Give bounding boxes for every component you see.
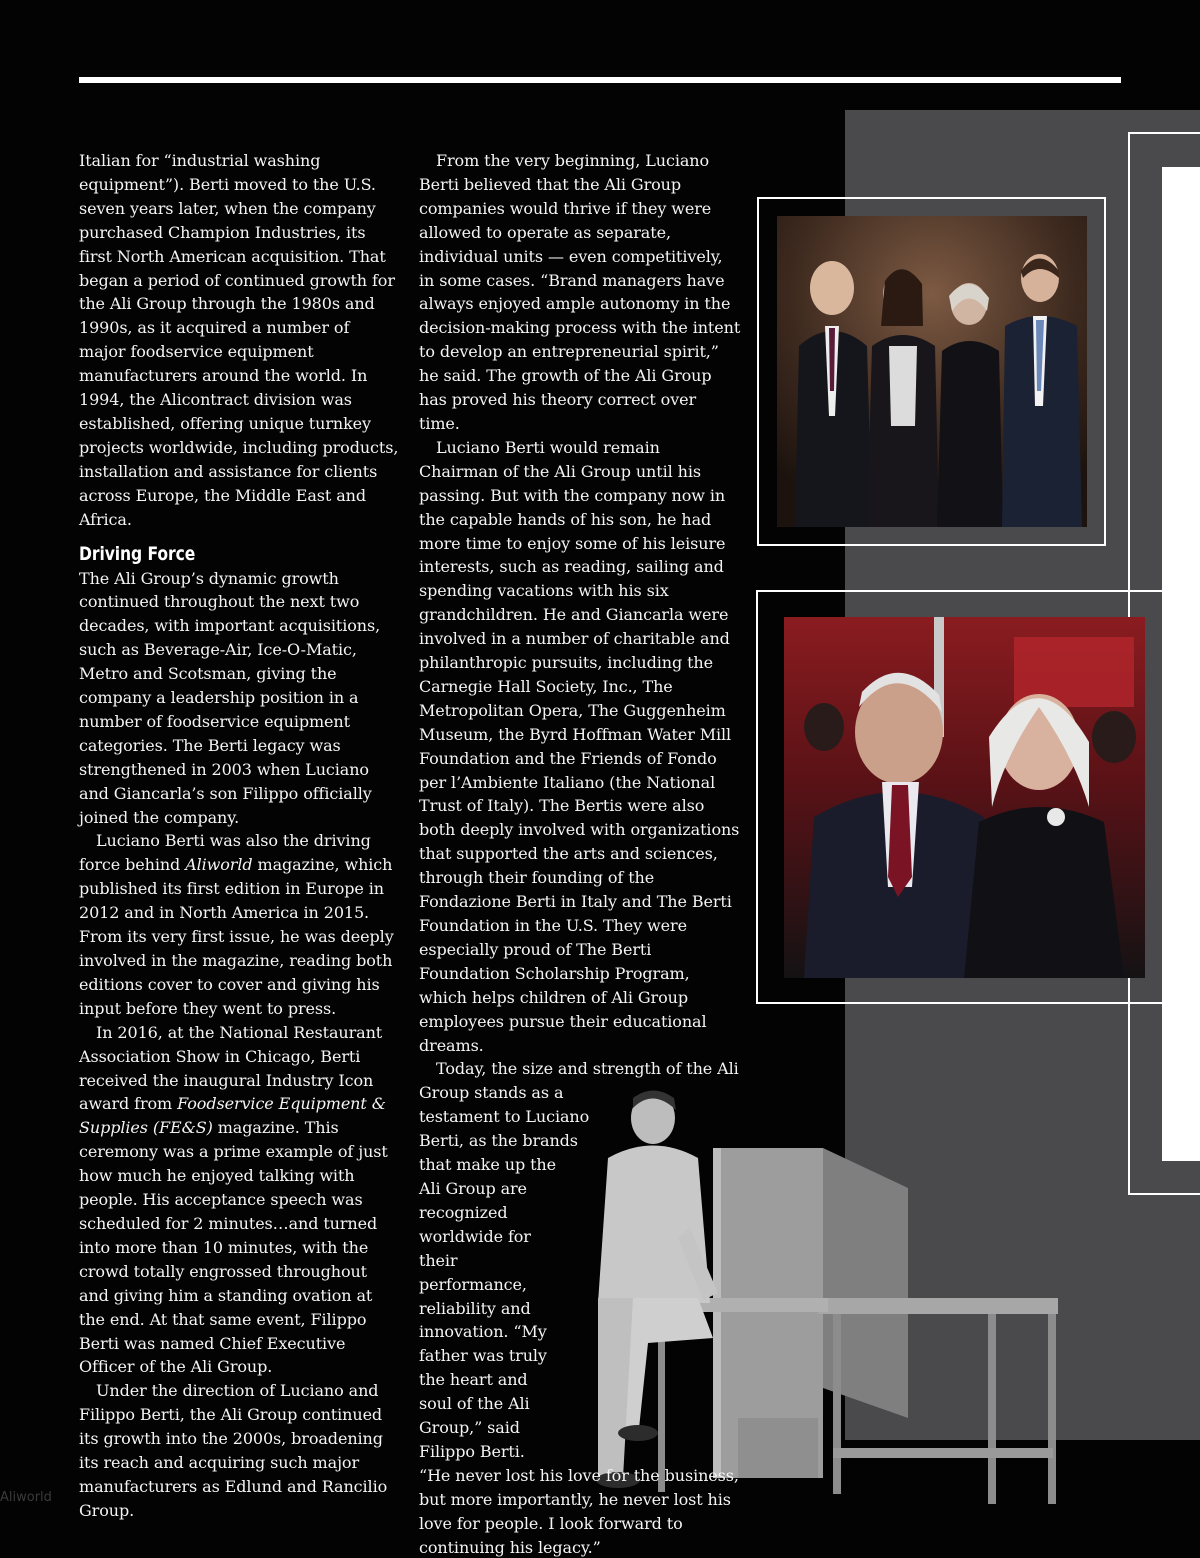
col2-paragraph-2: Luciano Berti would remain Chairman of the Ali Group until his passing. But with the company now in the capable hands of his son, he had more time to enjoy some of his leisure interests, such as reading, sailing and spending vacations with his six grandchildren. He and Giancarla were involved in a number of charitable and philanthropic pursuits, including the Carnegie Hall Society, Inc., The Metropolitan Opera, The Guggenheim Museum, the Byrd Hoffman Water Mill Foundation and the Friends of Fondo per l’Ambiente Italiano (the National Trust of Italy). The Bertis were also both deeply involved with organizations that supported the arts and sciences, through their founding of the Fondazione Berti in Italy and The Berti Foundation in the U.S. They were especially proud of The Berti Foundation Scholarship Program, which helps children of Ali Group employees pursue their educational dreams. — [419, 437, 740, 1055]
photo-group-of-four — [777, 216, 1087, 527]
col1-paragraph-3: Luciano Berti was also the driving force behind Aliworld magazine, which published its first edition in Europe in 2012 and in North America in 2015. From its very first issue, he was deeply involved in the magazine, reading both editions cover to cover and giving his input before they went to press. — [79, 831, 394, 1018]
photo-couple-at-event — [784, 617, 1145, 978]
section-heading-driving-force: Driving Force — [79, 542, 196, 565]
col1-paragraph-5: Under the direction of Luciano and Filippo Berti, the Ali Group continued its growth into the 2000s, broadening its reach and acquiring such major manufacturers as Edlund and Rancilio Group. — [79, 1381, 388, 1520]
col1-paragraph-4: In 2016, at the National Restaurant Association Show in Chicago, Berti received the inaugural Industry Icon award from Foodservice Equipment & Supplies (FE&S) magazine. This ceremony was a prime example of just how much he enjoyed talking with people. His acceptance speech was scheduled for 2 minutes…and turned into more than 10 minutes, with the crowd totally engrossed throughout and giving him a standing ovation at the end. At that same event, Filippo Berti was named Chief Executive Officer of the Ali Group. — [79, 1022, 388, 1377]
col2-paragraph-1: From the very beginning, Luciano Berti believed that the Ali Group companies would thrive if they were allowed to operate as separate, individual units — even competitively, in some cases. “Brand managers have always enjoyed ample autonomy in the decision-making process with the intent to develop an entrepreneurial spirit,” he said. The growth of the Ali Group has proved his theory correct over time. — [419, 151, 741, 433]
folio-magazine-name: Aliworld — [0, 1490, 52, 1505]
col1-paragraph-1: Italian for “industrial washing equipment”). Berti moved to the U.S. seven years later, when the company purchased Champion Industries, its first North American acquisition. That began a period of continued growth for the Ali Group through the 1980s and 1990s, as it acquired a number of major foodservice equipment manufacturers around the world. In 1994, the Alicontract division was established, offering unique turnkey projects worldwide, including products, installation and assistance for clients across Europe, the Middle East and Africa. — [79, 151, 399, 529]
col1-paragraph-2: The Ali Group’s dynamic growth continued throughout the next two decades, with important acquisitions, such as Beverage-Air, Ice-O-Matic, Metro and Scotsman, giving the company a leadership position in a number of foodservice equipment categories. The Berti legacy was strengthened in 2003 when Luciano and Giancarla’s son Filippo officially joined the company. — [79, 568, 381, 827]
col2-paragraph-3: Today, the size and strength of the Ali Group stands as a testament to Luciano Berti, as the brands that make up the Ali Group are recognized worldwide for their performance, reliability and innovation. “My father was truly the heart and soul of the Ali Group,” said Filippo Berti. “He never lost his love for the business, but more importantly, he never lost his love for people. I look forward to continuing his legacy.” — [419, 1059, 739, 1557]
article-column-2 — [419, 149, 741, 1558]
article-column-1 — [79, 149, 399, 1523]
top-rule — [79, 77, 1121, 83]
